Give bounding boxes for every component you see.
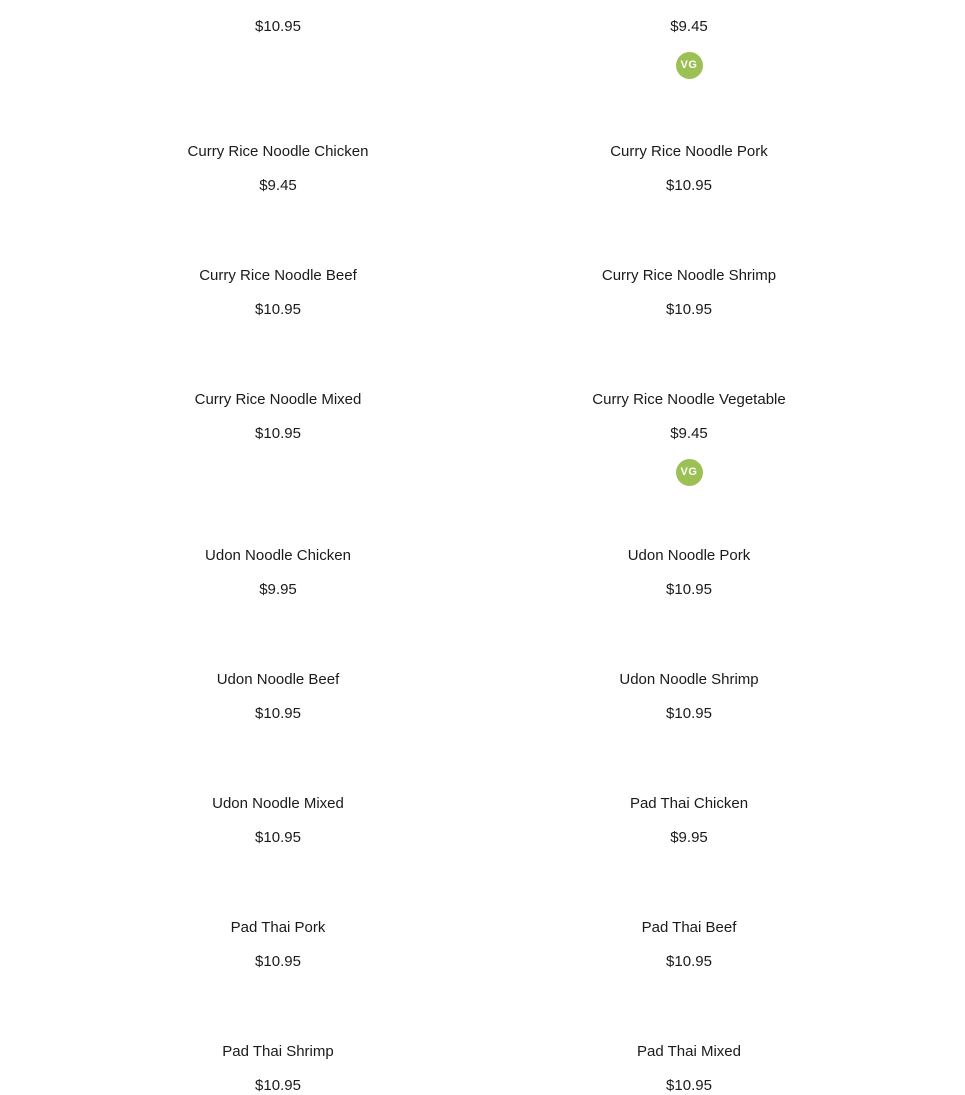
menu-item[interactable] [509, 0, 869, 79]
item-name: Curry Rice Noodle Chicken [187, 143, 369, 160]
item-price: $10.95 [666, 581, 712, 598]
item-price: $9.45 [259, 177, 297, 194]
vegan-badge-icon: VG [676, 52, 703, 79]
item-price: $10.95 [666, 177, 712, 194]
item-name: Pad Thai Beef [641, 919, 737, 936]
item-price: $10.95 [255, 301, 301, 318]
menu-item[interactable] [509, 143, 869, 195]
menu-item[interactable] [509, 795, 869, 847]
item-name: Curry Rice Noodle Beef [199, 267, 357, 284]
item-name: Udon Noodle Pork [627, 547, 751, 564]
item-price: $10.95 [255, 18, 301, 35]
menu-item[interactable] [98, 795, 458, 847]
menu-item[interactable] [98, 1043, 458, 1095]
menu-item[interactable] [98, 0, 458, 36]
item-name: Curry Rice Noodle Pork [610, 143, 768, 160]
item-price: $10.95 [255, 953, 301, 970]
item-price: $10.95 [255, 425, 301, 442]
item-price: $10.95 [666, 705, 712, 722]
item-name: Curry Rice Noodle Shrimp [601, 267, 777, 284]
item-name: Curry Rice Noodle Mixed [194, 391, 362, 408]
item-name: Pad Thai Shrimp [222, 1043, 334, 1060]
item-price: $10.95 [255, 829, 301, 846]
item-name: Curry Rice Noodle Vegetable [592, 391, 786, 408]
menu-item[interactable] [98, 391, 458, 443]
item-name: Udon Noodle Beef [216, 671, 340, 688]
item-name: Udon Noodle Chicken [205, 547, 351, 564]
menu-item[interactable] [98, 547, 458, 599]
item-price: $10.95 [666, 953, 712, 970]
item-price: $10.95 [255, 1077, 301, 1094]
menu-item[interactable] [98, 143, 458, 195]
menu-item[interactable] [509, 267, 869, 319]
menu-item[interactable] [98, 919, 458, 971]
item-name [509, 0, 869, 2]
item-price: $10.95 [666, 1077, 712, 1094]
item-name: Udon Noodle Shrimp [619, 671, 759, 688]
item-price: $9.95 [259, 581, 297, 598]
menu-item[interactable] [509, 547, 869, 599]
item-name: Pad Thai Chicken [629, 795, 749, 812]
item-name: Udon Noodle Mixed [212, 795, 344, 812]
item-name: Pad Thai Mixed [637, 1043, 741, 1060]
item-price: $9.95 [670, 829, 708, 846]
item-price: $9.45 [670, 18, 708, 35]
menu-item[interactable] [509, 391, 869, 486]
menu-item[interactable] [509, 671, 869, 723]
item-price: $9.45 [670, 425, 708, 442]
item-name: Pad Thai Pork [230, 919, 326, 936]
menu-item[interactable] [98, 671, 458, 723]
menu-item[interactable] [509, 1043, 869, 1095]
item-name [98, 0, 458, 2]
menu-item[interactable] [509, 919, 869, 971]
item-price: $10.95 [666, 301, 712, 318]
menu-item[interactable] [98, 267, 458, 319]
item-price: $10.95 [255, 705, 301, 722]
vegan-badge-icon: VG [676, 459, 703, 486]
